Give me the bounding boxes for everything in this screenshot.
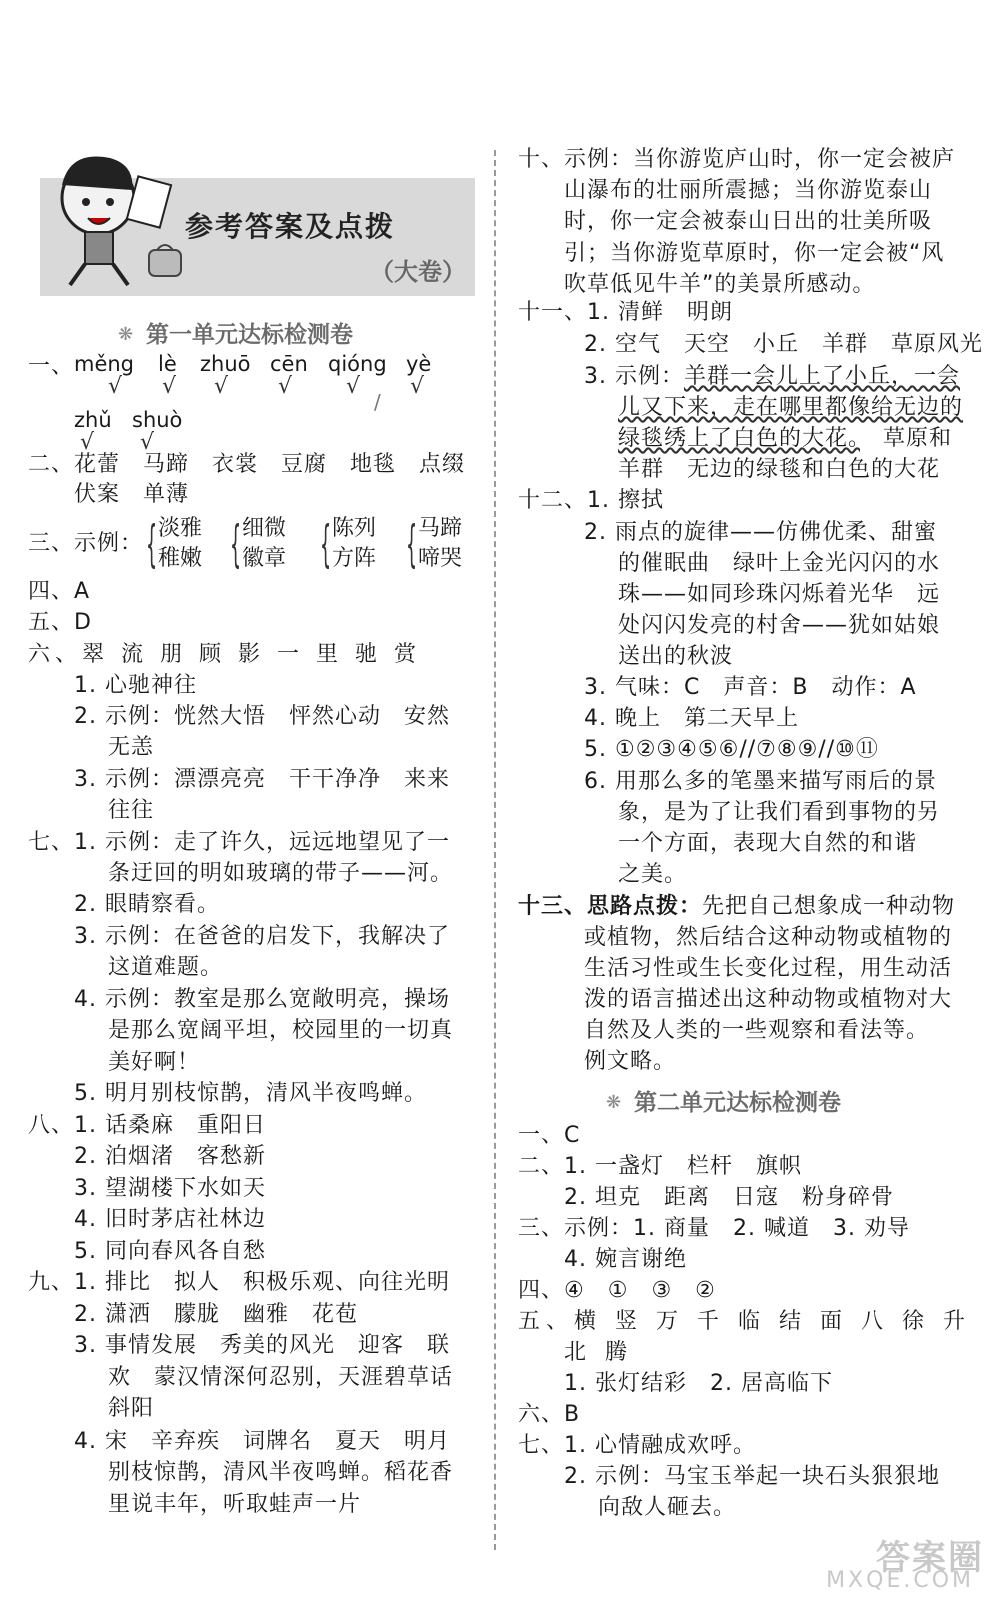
- q12-3: 3. 气味：C 声音：B 动作：A: [584, 675, 917, 700]
- q12-4: 4. 晚上 第二天早上: [584, 706, 799, 731]
- check-icon: √: [214, 374, 229, 399]
- q7-1b: 条迂回的明如玻璃的带子——河。: [108, 861, 454, 886]
- check-icon: √: [410, 374, 425, 399]
- u2-3a: 三、示例：1. 商量 2. 喊道 3. 劝导: [518, 1216, 910, 1241]
- q6-2a: 2. 示例：恍然大悟 怦然心动 安然: [74, 704, 450, 729]
- q3-pair-3: { 马蹄 啼哭: [406, 515, 463, 573]
- u2-5b: 北 腾: [564, 1340, 633, 1365]
- q13f: 例文略。: [584, 1049, 677, 1074]
- q12-5: 5. ①②③④⑤⑥//⑦⑧⑨//⑩⑪: [584, 737, 879, 762]
- q13a: 十三、思路点拨：先把自己想象成一种动物: [518, 894, 956, 919]
- q11-3-line3: 绿毯绣上了白色的大花。 草原和: [618, 426, 953, 451]
- banner-title: 参考答案及点拨: [185, 210, 396, 243]
- u2-5c: 1. 张灯结彩 2. 居高临下: [564, 1371, 833, 1396]
- q9-2: 2. 潇洒 朦胧 幽雅 花苞: [74, 1302, 358, 1327]
- q8-2: 2. 泊烟渚 客愁新: [74, 1144, 266, 1169]
- q3-pair-0: { 淡雅 稚嫩: [146, 515, 203, 573]
- q8-1: 八、1. 话桑麻 重阳日: [28, 1113, 266, 1138]
- q2-line1: 二、花蕾 马蹄 衣裳 豆腐 地毯 点缀: [28, 452, 466, 477]
- q13d: 泼的语言描述出这种动物或植物对大: [584, 987, 953, 1012]
- pinyin-2: zhuō: [200, 352, 251, 376]
- q12-2b: 的催眠曲 绿叶上金光闪闪的水: [618, 551, 941, 576]
- q8-3: 3. 望湖楼下水如天: [74, 1176, 266, 1201]
- q12-6b: 象，是为了让我们看到事物的另: [618, 800, 941, 825]
- q8-4: 4. 旧时茅店社林边: [74, 1207, 266, 1232]
- q4: 四、A: [28, 579, 91, 604]
- q7-2: 2. 眼睛察看。: [74, 892, 220, 917]
- watermark-logo: 答案圈: [876, 1538, 984, 1578]
- q3-pair-1: { 细微 徽章: [230, 515, 287, 573]
- u2-7-2a: 2. 示例：马宝玉举起一块石头狠狠地: [564, 1464, 940, 1489]
- q9-1: 九、1. 排比 拟人 积极乐观、向往光明: [28, 1270, 450, 1295]
- paw-icon: ❋: [606, 1092, 622, 1113]
- q11-1: 十一、1. 清鲜 明朗: [518, 300, 733, 325]
- u2-7-2b: 向敌人砸去。: [598, 1495, 737, 1520]
- q11-3: 3. 示例：羊群一会儿上了小丘，一会: [584, 364, 960, 389]
- q1-label: 一、: [28, 354, 75, 379]
- q10a: 十、示例：当你游览庐山时，你一定会被庐: [518, 147, 956, 172]
- q11-2: 2. 空气 天空 小丘 羊群 草原风光: [584, 332, 983, 357]
- pinyin-3: cēn: [270, 352, 308, 376]
- q7-3b: 这道难题。: [108, 955, 224, 980]
- q12-2e: 送出的秋波: [618, 644, 734, 669]
- q3-pair-2: { 陈列 方阵: [320, 515, 377, 573]
- pinyin-6: zhǔ: [74, 408, 112, 432]
- u2-6: 六、B: [518, 1402, 581, 1427]
- q12-2d: 处闪闪发亮的村舍——犹如姑娘: [618, 613, 941, 638]
- pinyin-5: yè: [406, 352, 432, 376]
- unit2-heading: ❋ 第二单元达标检测卷: [606, 1090, 841, 1116]
- q10c: 时，你一定会被泰山日出的壮美所吸: [564, 209, 933, 234]
- q9-4c: 里说丰年，听取蛙声一片: [108, 1492, 362, 1517]
- q6: 六、翠 流 朋 顾 影 一 里 驰 赏: [28, 642, 421, 667]
- check-icon: √: [346, 374, 361, 399]
- q6-2b: 无恙: [108, 735, 155, 760]
- u2-4: 四、④ ① ③ ②: [518, 1278, 716, 1303]
- q7-4b: 是那么宽阔平坦，校园里的一切真: [108, 1018, 454, 1043]
- u2-2-1: 二、1. 一盏灯 栏杆 旗帜: [518, 1154, 802, 1179]
- q11-3-line2: 儿又下来，走在哪里都像给无边的: [618, 395, 964, 420]
- q12-2c: 珠——如同珍珠闪烁着光华 远: [618, 582, 941, 607]
- check-icon: √: [162, 374, 177, 399]
- q5: 五、D: [28, 610, 92, 635]
- paw-icon: ❋: [118, 324, 134, 345]
- q6-1: 1. 心驰神往: [74, 673, 197, 698]
- q12-6c: 一个方面，表现大自然的和谐: [618, 831, 918, 856]
- q10e: 吹草低见牛羊”的美景所感动。: [564, 272, 876, 297]
- check-icon: √: [278, 374, 293, 399]
- u2-2-2: 2. 坦克 距离 日寇 粉身碎骨: [564, 1185, 894, 1210]
- pinyin-4: qióng: [328, 352, 387, 376]
- q7-3a: 3. 示例：在爸爸的启发下，我解决了: [74, 924, 450, 949]
- q12-6a: 6. 用那么多的笔墨来描写雨后的景: [584, 769, 937, 794]
- q9-3c: 斜阳: [108, 1396, 155, 1421]
- column-divider: [494, 150, 496, 1550]
- q13c: 生活习性或生长变化过程，用生动活: [584, 956, 953, 981]
- pinyin-7: shuò: [132, 408, 183, 432]
- q8-5: 5. 同向春风各自愁: [74, 1239, 266, 1264]
- q2-line2: 伏案 单薄: [74, 482, 190, 507]
- unit1-heading: ❋ 第一单元达标检测卷: [118, 322, 353, 348]
- q6-3b: 往往: [108, 798, 155, 823]
- q10d: 引；当你游览草原时，你一定会被“风: [564, 241, 945, 266]
- q7-1a: 七、1. 示例：走了许久，远远地望见了一: [28, 830, 450, 855]
- q9-4b: 别枝惊鹊，清风半夜鸣蝉。稻花香: [108, 1460, 454, 1485]
- q6-3a: 3. 示例：漂漂亮亮 干干净净 来来: [74, 767, 450, 792]
- u2-7-1: 七、1. 心情融成欢呼。: [518, 1433, 756, 1458]
- u2-1: 一、C: [518, 1123, 581, 1148]
- q12-6d: 之美。: [618, 862, 688, 887]
- u2-3b: 4. 婉言谢绝: [564, 1247, 687, 1272]
- pinyin-1: lè: [158, 352, 177, 376]
- watermark-url: MXQE.COM: [826, 1568, 974, 1593]
- check-icon: √: [108, 374, 123, 399]
- q9-4a: 4. 宋 辛弃疾 词牌名 夏天 明月: [74, 1429, 450, 1454]
- check-icon: √: [80, 430, 95, 455]
- q7-4c: 美好啊！: [108, 1050, 201, 1075]
- schoolbag-icon: [145, 240, 185, 280]
- q10b: 山瀑布的壮丽所震撼；当你游览泰山: [564, 178, 933, 203]
- check-icon: √: [140, 430, 155, 455]
- pinyin-0: měng: [74, 352, 135, 376]
- q3-label: 三、示例：: [28, 531, 144, 556]
- u2-5a: 五、横 竖 万 千 临 结 面 八 徐 升: [518, 1309, 971, 1334]
- q13e: 自然及人类的一些观察和看法等。: [584, 1018, 930, 1043]
- q7-5: 5. 明月别枝惊鹊，清风半夜鸣蝉。: [74, 1081, 427, 1106]
- q12-2a: 2. 雨点的旋律——仿佛优柔、甜蜜: [584, 520, 937, 545]
- q11-3-line4: 羊群 无边的绿毯和白色的大花: [618, 457, 941, 482]
- banner-subtitle: （大卷）: [370, 258, 466, 286]
- q12-1: 十二、1. 擦拭: [518, 488, 664, 513]
- q9-3a: 3. 事情发展 秀美的风光 迎客 联: [74, 1333, 450, 1358]
- pencil-mark: /: [374, 390, 381, 414]
- q9-3b: 欢 蒙汉情深何忍别，天涯碧草话: [108, 1365, 454, 1390]
- q13b: 或植物，然后结合这种动物或植物的: [584, 925, 953, 950]
- q7-4a: 4. 示例：教室是那么宽敞明亮，操场: [74, 987, 450, 1012]
